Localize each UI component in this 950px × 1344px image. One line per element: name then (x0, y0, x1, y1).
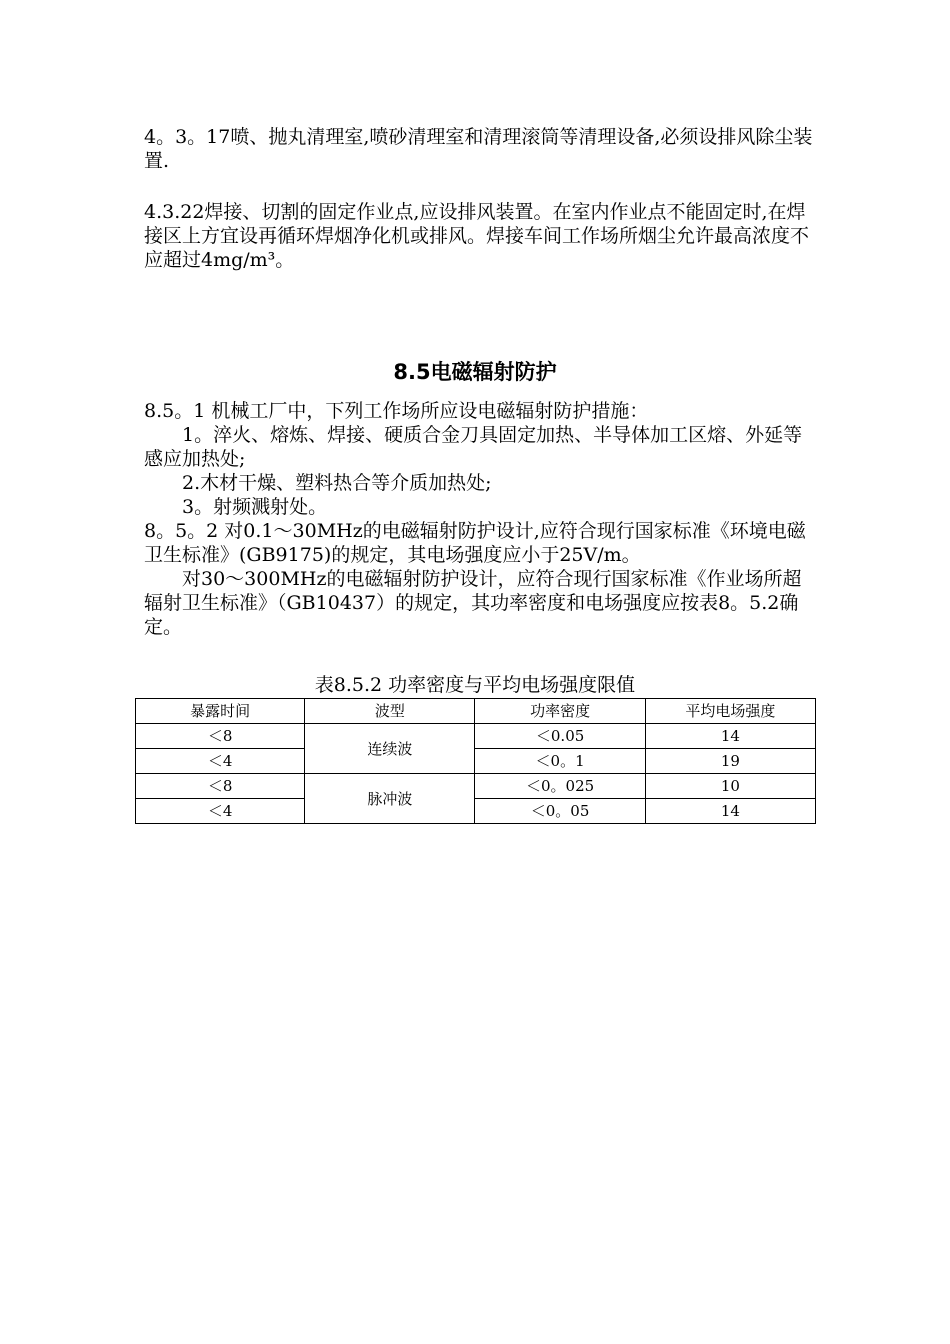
limits-table (135, 698, 816, 824)
cell-time: ＜4 (136, 749, 305, 774)
header-exposure-time: 暴露时间 (136, 699, 305, 724)
table-caption: 表8.5.2 功率密度与平均电场强度限值 (314, 674, 636, 696)
cell-power: ＜0。1 (475, 749, 645, 774)
header-wave-type: 波型 (305, 699, 475, 724)
table-row (136, 724, 816, 749)
section-heading: 8.5电磁辐射防护 (393, 360, 557, 384)
cell-power: ＜0.05 (475, 724, 645, 749)
header-power-density: 功率密度 (475, 699, 645, 724)
table-header-row (136, 699, 816, 724)
clause-8-5-1: 8.5。1 机械工厂中，下列工作场所应设电磁辐射防护措施： (144, 400, 649, 422)
table-row (136, 799, 816, 824)
header-field-strength: 平均电场强度 (645, 699, 815, 724)
list-item-2: 2.木材干燥、塑料热合等介质加热处; (182, 472, 492, 494)
cell-wave-pulse: 脉冲波 (305, 774, 475, 824)
cell-field: 14 (645, 799, 815, 824)
cell-time: ＜4 (136, 799, 305, 824)
cell-field: 19 (645, 749, 815, 774)
table-row (136, 749, 816, 774)
cell-time: ＜8 (136, 724, 305, 749)
clause-30-300mhz: 对30～300MHz的电磁辐射防护设计，应符合现行国家标准《作业场所超辐射卫生标准》（GB10437）的规定，其功率密度和电场强度应按表8。5.2确定。 (144, 568, 802, 638)
cell-power: ＜0。025 (475, 774, 645, 799)
list-item-3: 3。射频溅射处。 (182, 496, 328, 518)
cell-field: 10 (645, 774, 815, 799)
table-row (136, 774, 816, 799)
clause-8-5-2: 8。5。2 对0.1～30MHz的电磁辐射防护设计,应符合现行国家标准《环境电磁卫生标准》(GB9175)的规定，其电场强度应小于25V/m。 (144, 520, 806, 566)
cell-power: ＜0。05 (475, 799, 645, 824)
paragraph-4-3-17: 4。3。17喷、抛丸清理室,喷砂清理室和清理滚筒等清理设备,必须设排风除尘装置. (144, 126, 813, 172)
cell-time: ＜8 (136, 774, 305, 799)
list-item-1: 1。淬火、熔炼、焊接、硬质合金刀具固定加热、半导体加工区熔、外延等感应加热处; (144, 424, 803, 470)
paragraph-4-3-22: 4.3.22焊接、切割的固定作业点,应设排风装置。在室内作业点不能固定时,在焊接区上方宜设再循环焊烟净化机或排风。焊接车间工作场所烟尘允许最高浓度不应超过4mg/m³。 (144, 201, 810, 271)
cell-field: 14 (645, 724, 815, 749)
section-body (144, 399, 814, 639)
cell-wave-continuous: 连续波 (305, 724, 475, 774)
